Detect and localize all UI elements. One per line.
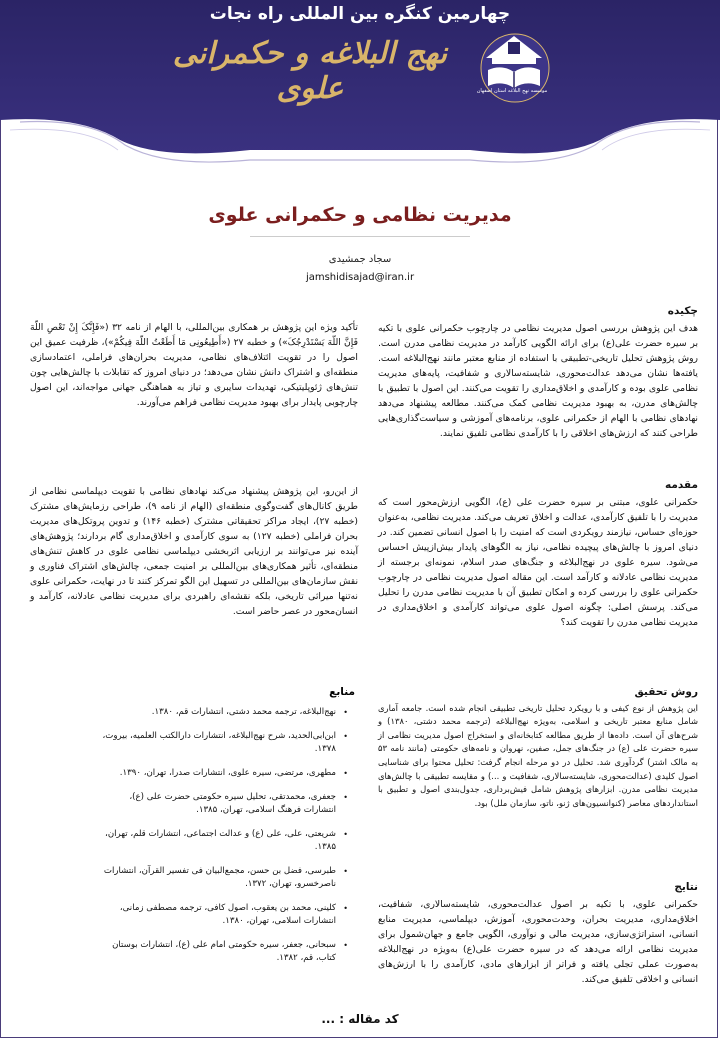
results-section [378, 880, 698, 987]
abstract-heading: چکیده [667, 305, 698, 317]
abstract-text: هدف این پژوهش بررسی اصول مدیریت نظامی در چارچوب حکمرانی علوی با تکیه بر سیره حضرت علی(ع) برای ارائه الگویی کارآمد در مدیریت نظامی مدرن است. روش پژوهش تحلیل تاریخی-تطبیقی با استفاده از منابع معتبر مانند نهج‌البلاغه است. یافته‌ها نشان می‌دهد عدالت‌محوری، شایسته‌سالاری و شفافیت، پایه‌های مدیریت نظامی علوی بوده و کارآمدی و اخلاق‌مداری را تقویت می‌کنند. این اصول با تطبیق با چالش‌های مدرن، به بهبود مدیریت نظامی کمک می‌کنند. مطالعه پیشنهاد می‌دهد نهادهای نظامی با الهام از حکمرانی علوی، برنامه‌های آموزشی و سیاست‌گذاری‌هایی طراحی کنند که ارزش‌های اخلاقی را با کارآمدی نظامی تلفیق نمایند. [378, 323, 698, 439]
header-banner [0, 0, 720, 180]
title-divider [250, 236, 470, 237]
reference-item: • کلینی، محمد بن یعقوب، اصول کافی، ترجمه مصطفی زمانی، انتشارات اسلامی، تهران، ۱۳۸۰. [100, 902, 336, 928]
left-paragraph-1: تأکید ویژه این پژوهش بر همکاری بین‌المللی، با الهام از نامه ۳۲ («فَإِنَّکَ إِنْ تَعْصِ اللّهَ فَإِنَّ اللّهَ یَسْتَدْرِجُکَ») و خطبه ۲۷ («أَطِیعُونِی مَا أَطَعْتُ اللّهَ فِیکُمْ»)، ظرفیت عمیق این اصول را در تقویت ائتلاف‌های نظامی، مدیریت بحران‌های فراملی، اعتمادسازی منطقه‌ای و اشتراک دانش نشان می‌دهد؛ در دنیای امروز که تقابلات با چالش‌هایی چون تنش‌های ژئوپلیتیکی، تهدیدات سایبری و تیاز به هماهنگی جهانی مواجه‌اند، این اصول چارچوبی پایدار برای بهبود مدیریت نظامی فراهم می‌آورند. [30, 322, 358, 408]
institute-logo [478, 28, 550, 110]
author-name: سجاد جمشیدی [328, 254, 392, 265]
references-heading: منابع [329, 686, 355, 698]
method-heading: روش تحقیق [634, 686, 698, 698]
results-text: حکمرانی علوی، با تکیه بر اصول عدالت‌محوری، شایسته‌سالاری، شفافیت، اخلاق‌مداری، مدیریت بحران، وحدت‌محوری، آموزش، دیپلماسی، مدیریت منابع انسانی، استراتژی‌سازی، مدیریت مالی و نوآوری، الگویی جامع و جهان‌شمول برای مدیریت نظامی ارائه می‌دهد که در سیره حضرت علی(ع) به‌ویژه در نهج‌البلاغه به‌صورت عملی تجلی یافته و فراتر از ابزارهای مادی، کارآمدی را با ارزش‌های انسانی و اخلاقی تلفیق می‌کند. [378, 899, 698, 985]
intro-section [378, 478, 698, 630]
results-heading: نتایج [674, 881, 698, 893]
logo-title: نهج البلاغه و حکمرانی علوی [172, 36, 448, 106]
reference-item: • جعفری، محمدتقی، تحلیل سیره حکومتی حضرت علی (ع)، انتشارات فرهنگ اسلامی، تهران، ۱۳۸۵. [100, 791, 336, 817]
intro-heading: مقدمه [665, 479, 698, 491]
logo-caption: موسسه نهج البلاغه استان اصفهان [476, 88, 548, 94]
reference-item: • سبحانی، جعفر، سیره حکومتی امام علی (ع)، انتشارات بوستان کتاب، قم، ۱۳۸۲. [100, 939, 336, 965]
reference-item: • نهج‌البلاغه، ترجمه محمد دشتی، انتشارات قم، ۱۳۸۰. [100, 706, 336, 719]
abstract-section [378, 304, 698, 441]
intro-text: حکمرانی علوی، مبتنی بر سیره حضرت علی (ع)، الگویی ارزش‌محور است که مدیریت را با تلفیق کارآمدی، عدالت و اخلاق تعریف می‌کند. مدیریت نظامی، به‌عنوان حوزه‌ای حساس، نیازمند رویکردی است که امنیت را با اصول انسانی تضمین کند. در دنیای امروز با چالش‌های پیچیده نظامی، نیاز به الگوهای پایدار بیش‌ازپیش احساس می‌شود. سیره علوی در نهج‌البلاغه و جنگ‌های صدر اسلام، نمونه‌ای برجسته از مدیریت نظامی عادلانه و کارآمد است. این مقاله اصول مدیریت نظامی در چارچوب حکمرانی علوی را بررسی کرده و امکان تطبیق آن با مدیریت نظامی مدرن را تحلیل می‌کند. پرسش اصلی: چگونه اصول علوی می‌تواند کارآمدی و اخلاق‌مداری در مدیریت نظامی مدرن را تقویت کند؟ [378, 497, 698, 628]
paper-title: مدیریت نظامی و حکمرانی علوی [208, 204, 512, 226]
method-text: این پژوهش از نوع کیفی و با رویکرد تحلیل تاریخی تطبیقی انجام شده است. جامعه آماری شامل منابع معتبر تاریخی و اسلامی، به‌ویژه نهج‌البلاغه (ترجمه محمد دشتی، ۱۳۸۰) و شرح‌های آن است. داده‌ها از طریق مطالعه کتابخانه‌ای و استخراج اصول مدیریت نظامی از سیره حضرت علی (ع) در جنگ‌های جمل، صفین، نهروان و نامه‌های حکومتی (مانند نامه ۵۳ به مالک اشتر) گردآوری شد. تحلیل در دو مرحله انجام گرفت: تحلیل محتوا برای شناسایی اصول کلیدی (عدالت‌محوری، شایسته‌سالاری، شفافیت و ...) و مقایسه تطبیقی با چالش‌های مدیریت نظامی مدرن. ابزارهای پژوهش شامل فیش‌برداری، جدول‌بندی اصول و تطبیق با استانداردهای معاصر (کنوانسیون‌های ژنو، ناتو، سازمان ملل) بود. [378, 702, 698, 808]
method-section [378, 686, 698, 810]
reference-item: • مطهری، مرتضی، سیره علوی، انتشارات صدرا، تهران، ۱۳۹۰. [100, 767, 336, 780]
author-email[interactable]: jamshidisajad@iran.ir [305, 272, 415, 283]
reference-item: • ابن‌ابی‌الحدید، شرح نهج‌البلاغه، انتشارات دارالکتب العلمیه، بیروت، ۱۳۷۸. [100, 730, 336, 756]
reference-item: • شریعتی، علی، علی (ع) و عدالت اجتماعی، انتشارات قلم، تهران، ۱۳۸۵. [100, 828, 336, 854]
left-paragraph-2: از این‌رو، این پژوهش پیشنهاد می‌کند نهادهای نظامی با تقویت دیپلماسی نظامی از طریق کانال‌های گفت‌وگوی منطقه‌ای (الهام از نامه ۹)، طراحی رزمایش‌های مشترک (خطبه ۲۷)، ایجاد مراکز تحقیقاتی مشترک (خطبه ۱۴۶) و تدوین پروتکل‌های مدیریت بحران فراملی (خطبه ۱۲۷) به سوی کارآمدی و اخلاق‌مداری گام بردارند؛ پژوهش‌های آینده نیز می‌توانند بر ارزیابی اثربخشی دیپلماسی نظامی علوی در کاهش تنش‌های منطقه‌ای، تأثیر همکاری‌های بین‌المللی بر امنیت جمعی، چالش‌های اشتراک فناوری و نقش سازمان‌های بین‌المللی در تسهیل این الگو تمرکز کنند تا در نهایت، حکمرانی علوی نه‌تنها میراثی تاریخی، بلکه نقشه‌ای راهبردی برای مدیریت نظامی عادلانه، کارآمد و انسان‌محور در عصر حاضر است. [30, 486, 358, 617]
conference-title: چهارمین کنگره بین المللی راه نجات [209, 4, 511, 24]
reference-item: • طبرسی، فضل بن حسن، مجمع‌البیان فی تفسیر القرآن، انتشارات ناصرخسرو، تهران، ۱۳۷۲. [100, 865, 336, 891]
references-list [100, 706, 350, 976]
book-icon [478, 28, 550, 110]
article-code: کد مقاله : ... [321, 1012, 399, 1026]
